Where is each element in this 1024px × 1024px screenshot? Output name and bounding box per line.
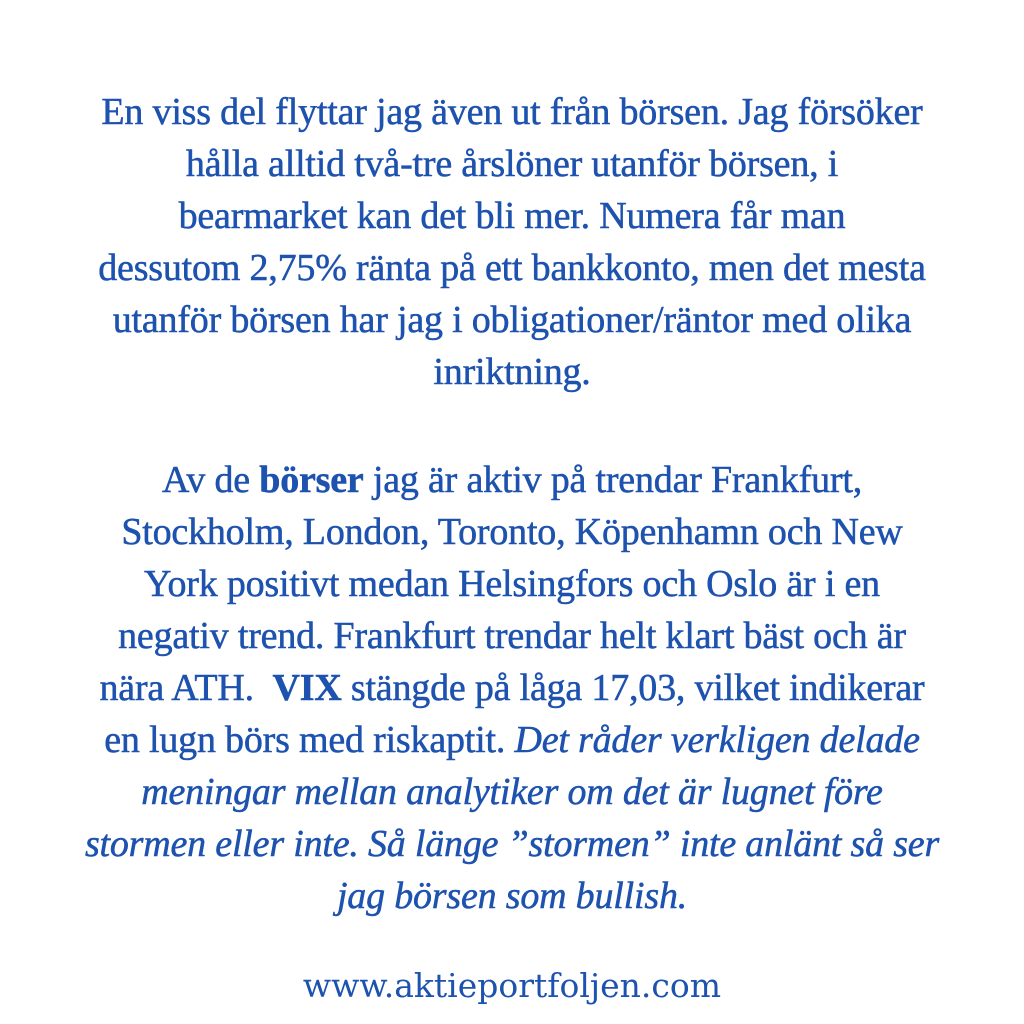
text-line xyxy=(0,818,1024,870)
text-line xyxy=(0,294,1024,346)
text-segment: börser xyxy=(259,459,364,501)
body-text xyxy=(0,86,1024,922)
text-segment: meningar mellan analytiker om det är lugnet före xyxy=(141,771,883,813)
text-segment: stängde på låga 17,03, vilket indikerar xyxy=(341,667,925,709)
text-line xyxy=(0,86,1024,138)
text-segment: stormen eller inte. Så länge ”stormen” inte anlänt så ser xyxy=(84,823,940,865)
text-segment: Av de xyxy=(161,459,260,501)
text-segment: utanför börsen har jag i obligationer/räntor med olika xyxy=(112,299,912,341)
text-line xyxy=(0,714,1024,766)
text-segment: VIX xyxy=(272,667,342,709)
text-segment: nära ATH. xyxy=(99,667,273,709)
text-segment: en lugn börs med riskaptit. xyxy=(104,719,515,761)
text-line xyxy=(0,346,1024,398)
text-segment: jag börsen som bullish. xyxy=(336,875,688,917)
text-segment: En viss del flyttar jag även ut från börsen. Jag försöker xyxy=(101,91,923,133)
text-segment: Det råder verkligen delade xyxy=(514,719,920,761)
website-url: www.aktieportfoljen.com xyxy=(302,966,722,1005)
text-segment: bearmarket kan det bli mer. Numera får man xyxy=(178,195,846,237)
text-segment: dessutom 2,75% ränta på ett bankkonto, men det mesta xyxy=(98,247,926,289)
text-line xyxy=(0,242,1024,294)
text-segment: negativ trend. Frankfurt trendar helt klart bäst och är xyxy=(118,615,906,657)
text-line xyxy=(0,610,1024,662)
text-line xyxy=(0,558,1024,610)
text-line xyxy=(0,766,1024,818)
paragraph xyxy=(0,86,1024,398)
text-line xyxy=(0,138,1024,190)
text-segment: hålla alltid två-tre årslöner utanför börsen, i xyxy=(185,143,839,185)
text-segment: York positivt medan Helsingfors och Oslo är i en xyxy=(144,563,880,605)
text-segment: inriktning. xyxy=(433,351,591,393)
text-line xyxy=(0,662,1024,714)
text-line xyxy=(0,454,1024,506)
text-segment: jag är aktiv på trendar Frankfurt, xyxy=(363,459,863,501)
paragraph xyxy=(0,454,1024,922)
text-segment: Stockholm, London, Toronto, Köpenhamn och New xyxy=(121,511,903,553)
text-line xyxy=(0,506,1024,558)
text-line xyxy=(0,870,1024,922)
text-line xyxy=(0,190,1024,242)
